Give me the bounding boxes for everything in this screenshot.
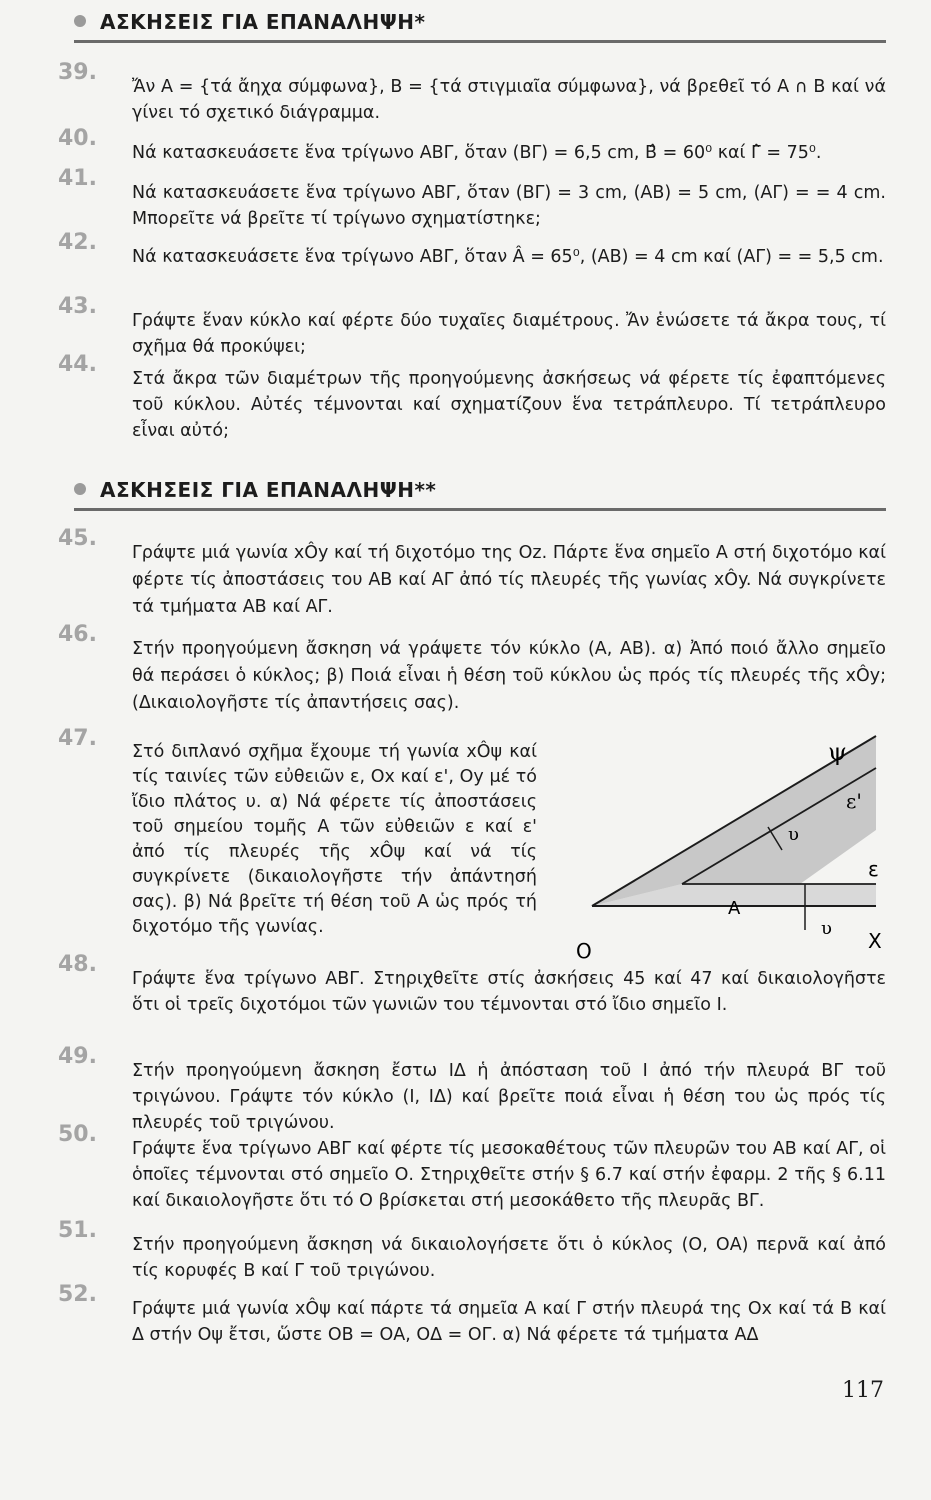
- exercise-text: Στήν προηγούμενη ἄσκηση νά γράψετε τόν κύκλο (Α, ΑΒ). α) Ἀπό ποιό ἄλλο σημεῖο θά περάσει ὁ κύκλος; β) Ποιά εἶναι ἡ θέση τοῦ κύκλου ὡς πρός τίς πλευρές τῆς xÔy; (Δικαιολογῆστε τίς ἀπαντήσεις σας).: [132, 639, 886, 713]
- exercise-text: Γράψτε ἕνα τρίγωνο ΑΒΓ. Στηριχθεῖτε στίς ἀσκήσεις 45 καί 47 καί δικαιολογῆστε ὅτι οἱ τρεῖς διχοτόμοι τῶν γωνιῶν του τέμνονται στό ἴδιο σημεῖο Ι.: [132, 969, 886, 1015]
- exercise-49: [58, 1044, 886, 1136]
- exercise-44: [58, 352, 886, 444]
- angle-figure: [570, 730, 890, 960]
- bullet-icon: [74, 483, 86, 495]
- exercise-number: 43.: [58, 294, 97, 319]
- page-number: 117: [842, 1378, 884, 1403]
- exercise-text: Στό διπλανό σχῆμα ἔχουμε τή γωνία xÔψ καί τίς ταινίες τῶν εὐθειῶν ε, Οx καί ε', Οy μέ τό ἴδιο πλάτος υ. α) Νά φέρετε τίς ἀποστάσεις τοῦ σημείου τομῆς Α τῶν εὐθειῶν ε καί ε' ἀπό τίς πλευρές τῆς xÔψ καί νά τίς συγκρίνετε (δικαιολογῆστε τήν ἀπάντησή σας). β) Νά βρεῖτε τή θέση τοῦ Α ὡς πρός τή διχοτόμο τῆς γωνίας.: [132, 742, 537, 937]
- exercise-number: 50.: [58, 1122, 97, 1147]
- label-upsilon-bottom: υ: [821, 918, 832, 939]
- exercise-number: 47.: [58, 726, 97, 751]
- exercise-number: 49.: [58, 1044, 97, 1069]
- exercise-number: 45.: [58, 526, 97, 551]
- exercise-number: 46.: [58, 622, 97, 647]
- exercise-51: [58, 1218, 886, 1284]
- exercise-text: Στήν προηγούμενη ἄσκηση ἔστω ΙΔ ἡ ἀπόσταση τοῦ Ι ἀπό τήν πλευρά ΒΓ τοῦ τριγώνου. Γράψτε τόν κύκλο (Ι, ΙΔ) καί βρεῖτε ποιά εἶναι ἡ θέση του ὡς πρός τίς πλευρές τοῦ τριγώνου.: [132, 1061, 886, 1133]
- exercise-number: 44.: [58, 352, 97, 377]
- exercise-42: [58, 230, 886, 270]
- section-title: ΑΣΚΗΣΕΙΣ ΓΙΑ ΕΠΑΝΑΛΗΨΗ**: [100, 478, 437, 502]
- exercise-text: Γράψτε μιά γωνία xÔy καί τή διχοτόμο της Οz. Πάρτε ἕνα σημεῖο Α στή διχοτόμο καί φέρτε τίς ἀποστάσεις του ΑΒ καί ΑΓ ἀπό τίς πλευρές τῆς γωνίας xÔy. Νά συγκρίνετε τά τμήματα ΑΒ καί ΑΓ.: [132, 543, 886, 617]
- exercise-39: [58, 60, 886, 126]
- label-upsilon-top: υ: [788, 824, 799, 845]
- bullet-icon: [74, 15, 86, 27]
- exercise-number: 41.: [58, 166, 97, 191]
- exercise-text: Νά κατασκευάσετε ἕνα τρίγωνο ΑΒΓ, ὅταν (ΒΓ) = 3 cm, (ΑΒ) = 5 cm, (ΑΓ) = = 4 cm. Μπορεῖτε νά βρεῖτε τί τρίγωνο σχηματίστηκε;: [132, 183, 886, 229]
- section-heading-2: [74, 478, 886, 511]
- exercise-43: [58, 294, 886, 360]
- section-title: ΑΣΚΗΣΕΙΣ ΓΙΑ ΕΠΑΝΑΛΗΨΗ*: [100, 10, 426, 34]
- exercise-text: Γράψτε μιά γωνία xÔψ καί πάρτε τά σημεῖα Α καί Γ στήν πλευρά της Οx καί τά Β καί Δ στήν Οψ ἔτσι, ὥστε ΟΒ = ΟΑ, ΟΔ = ΟΓ. α) Νά φέρετε τά τμήματα ΑΔ: [132, 1299, 886, 1345]
- exercise-number: 42.: [58, 230, 97, 255]
- label-O: Ο: [576, 939, 592, 960]
- exercise-text: Νά κατασκευάσετε ἕνα τρίγωνο ΑΒΓ, ὅταν (ΒΓ) = 6,5 cm, Β̂ = 60⁰ καί Γ̂ = 75⁰.: [132, 143, 822, 163]
- exercise-52: [58, 1282, 886, 1348]
- label-e-prime: ε': [846, 789, 862, 813]
- exercise-46: [58, 622, 886, 717]
- exercise-text: Ἄν Α = {τά ἄηχα σύμφωνα}, Β = {τά στιγμιαῖα σύμφωνα}, νά βρεθεῖ τό Α ∩ Β καί νά γίνει τό σχετικό διάγραμμα.: [132, 77, 886, 123]
- exercise-50: [58, 1122, 886, 1214]
- exercise-number: 52.: [58, 1282, 97, 1307]
- label-A: Α: [728, 898, 741, 919]
- exercise-text: Νά κατασκευάσετε ἕνα τρίγωνο ΑΒΓ, ὅταν Â = 65⁰, (ΑΒ) = 4 cm καί (ΑΓ) = = 5,5 cm.: [132, 247, 884, 267]
- exercise-number: 39.: [58, 60, 97, 85]
- exercise-number: 48.: [58, 952, 97, 977]
- exercise-text: Γράψτε ἕνα τρίγωνο ΑΒΓ καί φέρτε τίς μεσοκαθέτους τῶν πλευρῶν του ΑΒ καί ΑΓ, οἱ ὁποῖες τέμνονται στό σημεῖο Ο. Στηριχθεῖτε στήν § 6.7 καί στήν ἐφαρμ. 2 τῆς § 6.11 καί δικαιολογῆστε ὅτι τό Ο βρίσκεται στή μεσοκάθετο τῆς πλευρᾶς ΒΓ.: [132, 1139, 886, 1211]
- exercise-text: Γράψτε ἕναν κύκλο καί φέρτε δύο τυχαῖες διαμέτρους. Ἄν ἑνώσετε τά ἄκρα τους, τί σχῆμα θά προκύψει;: [132, 311, 886, 357]
- label-epsilon: ε: [868, 857, 879, 881]
- exercise-40: [58, 126, 886, 166]
- exercise-41: [58, 166, 886, 232]
- exercise-number: 40.: [58, 126, 97, 151]
- exercise-text: Στά ἄκρα τῶν διαμέτρων τῆς προηγούμενης ἀσκήσεως νά φέρετε τίς ἐφαπτόμενες τοῦ κύκλου. Αὐτές τέμνονται καί σχηματίζουν ἕνα τετράπλευρο. Τί τετράπλευρο εἶναι αὐτό;: [132, 369, 886, 441]
- exercise-48: [58, 952, 886, 1018]
- exercise-45: [58, 526, 886, 621]
- exercise-text: Στήν προηγούμενη ἄσκηση νά δικαιολογήσετε ὅτι ὁ κύκλος (Ο, ΟΑ) περνᾶ καί ἀπό τίς κορυφές Β καί Γ τοῦ τριγώνου.: [132, 1235, 886, 1281]
- section-heading-1: [74, 10, 886, 43]
- label-psi: ψ: [828, 738, 847, 766]
- label-chi: Χ: [868, 929, 882, 953]
- exercise-number: 51.: [58, 1218, 97, 1243]
